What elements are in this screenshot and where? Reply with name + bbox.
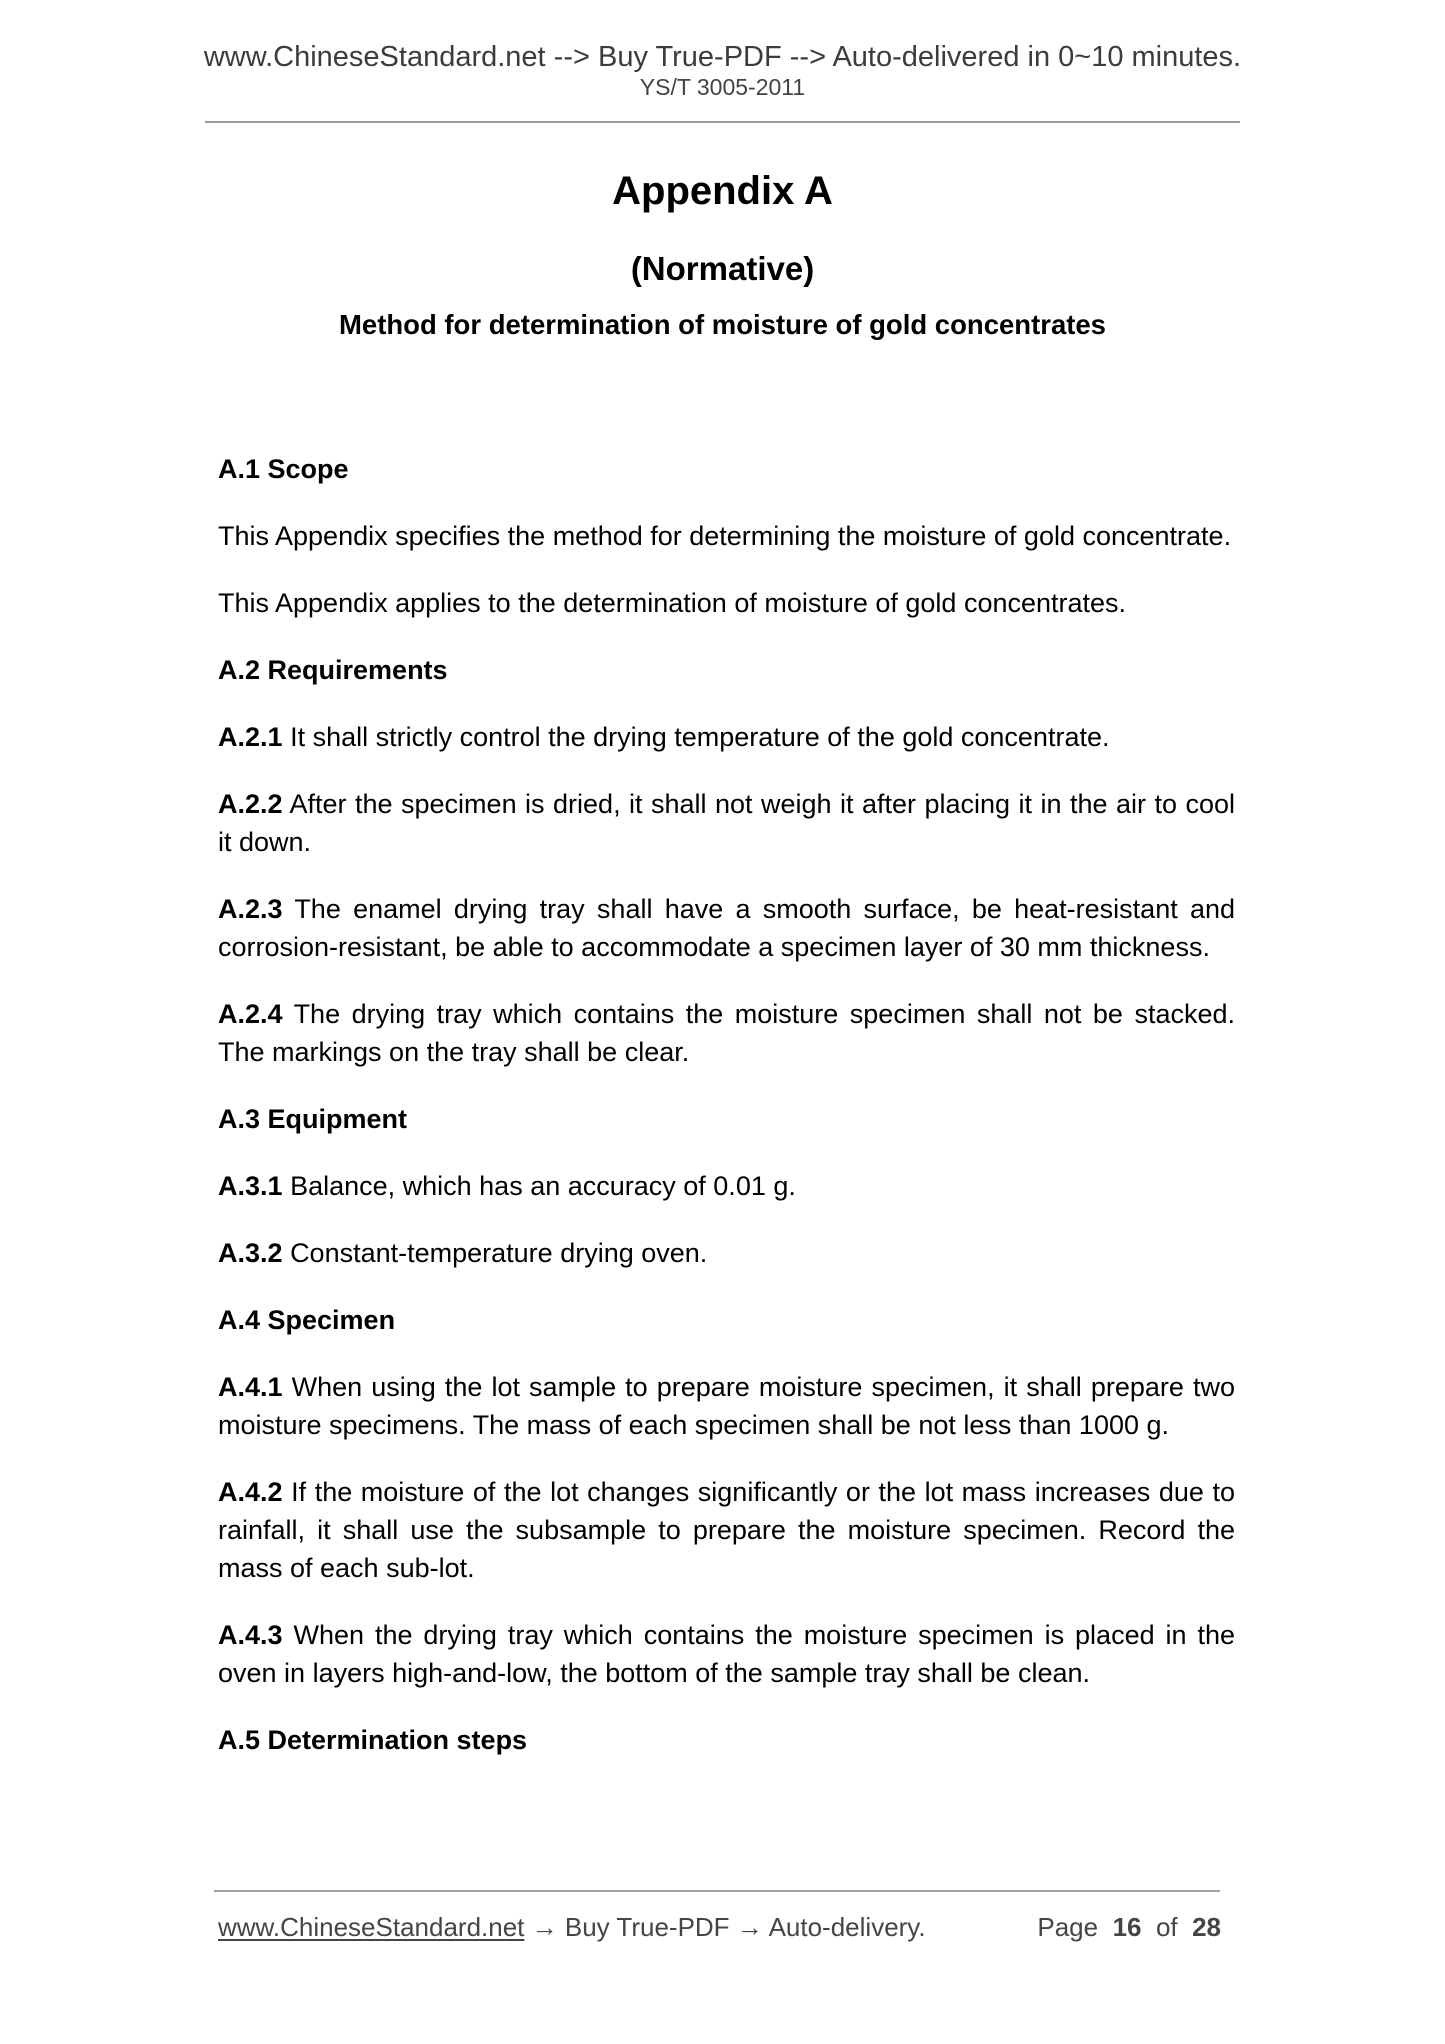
standard-number: YS/T 3005-2011 [639, 74, 806, 100]
appendix-subtitle: Method for determination of moisture of gold concentrates [339, 309, 1106, 340]
scope-paragraph-1: This Appendix specifies the method for determining the moisture of gold concentrate. [218, 521, 1232, 551]
section-heading-determination-steps: A.5 Determination steps [218, 1725, 528, 1755]
clause-number: A.2.1 [218, 722, 283, 752]
clause-a-2-1 [218, 718, 1235, 756]
clause-text: The enamel drying tray shall have a smooth surface, be heat-resistant and corrosion-resistant, be able to accommodate a specimen layer of 30 mm thickness. [218, 894, 1236, 962]
header-divider [205, 121, 1240, 123]
section-heading-equipment: A.3 Equipment [218, 1104, 408, 1134]
clause-text: Balance, which has an accuracy of 0.01 g. [290, 1171, 796, 1201]
clause-text: Constant-temperature drying oven. [290, 1238, 708, 1268]
document-body [218, 450, 1235, 1788]
appendix-title: Appendix A [612, 169, 833, 213]
clause-a-4-3 [218, 1616, 1235, 1692]
scope-paragraph-2: This Appendix applies to the determination of moisture of gold concentrates. [218, 588, 1127, 618]
footer-tagline: → Buy True-PDF → Auto-delivery. [524, 1912, 926, 1942]
page-footer [218, 1912, 1221, 1942]
section-heading-specimen: A.4 Specimen [218, 1305, 396, 1335]
clause-number: A.2.2 [218, 789, 283, 819]
top-banner: www.ChineseStandard.net --> Buy True-PDF --> Auto-delivered in 0~10 minutes. [203, 41, 1242, 73]
clause-number: A.3.2 [218, 1238, 283, 1268]
clause-number: A.4.2 [218, 1477, 283, 1507]
appendix-type: (Normative) [630, 250, 815, 287]
page-of: of [1155, 1912, 1178, 1942]
clause-number: A.4.3 [218, 1620, 283, 1650]
section-heading-requirements: A.2 Requirements [218, 655, 448, 685]
clause-number: A.2.3 [218, 894, 283, 924]
clause-a-3-2 [218, 1234, 1235, 1272]
page-indicator [1037, 1912, 1221, 1942]
clause-a-2-4 [218, 995, 1235, 1071]
chinesestandard-link[interactable]: www.ChineseStandard.net [218, 1912, 525, 1942]
clause-a-2-2 [218, 785, 1235, 861]
clause-a-3-1 [218, 1167, 1235, 1205]
clause-a-4-1 [218, 1368, 1235, 1444]
section-heading-scope: A.1 Scope [218, 454, 349, 484]
page-total: 28 [1192, 1912, 1221, 1942]
page-current: 16 [1112, 1912, 1142, 1942]
clause-text: When using the lot sample to prepare moisture specimen, it shall prepare two moisture specimens. The mass of each specimen shall be not less than 1000 g. [218, 1372, 1235, 1440]
clause-text: When the drying tray which contains the moisture specimen is placed in the oven in layers high-and-low, the bottom of the sample tray shall be clean. [218, 1620, 1235, 1688]
clause-a-2-3 [218, 890, 1235, 966]
clause-text: After the specimen is dried, it shall not weigh it after placing it in the air to cool it down. [218, 789, 1235, 857]
footer-divider [214, 1890, 1220, 1892]
page-label: Page [1037, 1912, 1099, 1942]
clause-text: It shall strictly control the drying temperature of the gold concentrate. [290, 722, 1110, 752]
clause-a-4-2 [218, 1473, 1235, 1587]
clause-number: A.2.4 [218, 999, 283, 1029]
clause-text: If the moisture of the lot changes significantly or the lot mass increases due to rainfall, it shall use the subsample to prepare the moisture specimen. Record the mass of each sub-lot. [218, 1477, 1235, 1583]
clause-number: A.4.1 [218, 1372, 283, 1402]
clause-number: A.3.1 [218, 1171, 283, 1201]
clause-text: The drying tray which contains the moisture specimen shall not be stacked. The markings on the tray shall be clear. [218, 999, 1235, 1067]
